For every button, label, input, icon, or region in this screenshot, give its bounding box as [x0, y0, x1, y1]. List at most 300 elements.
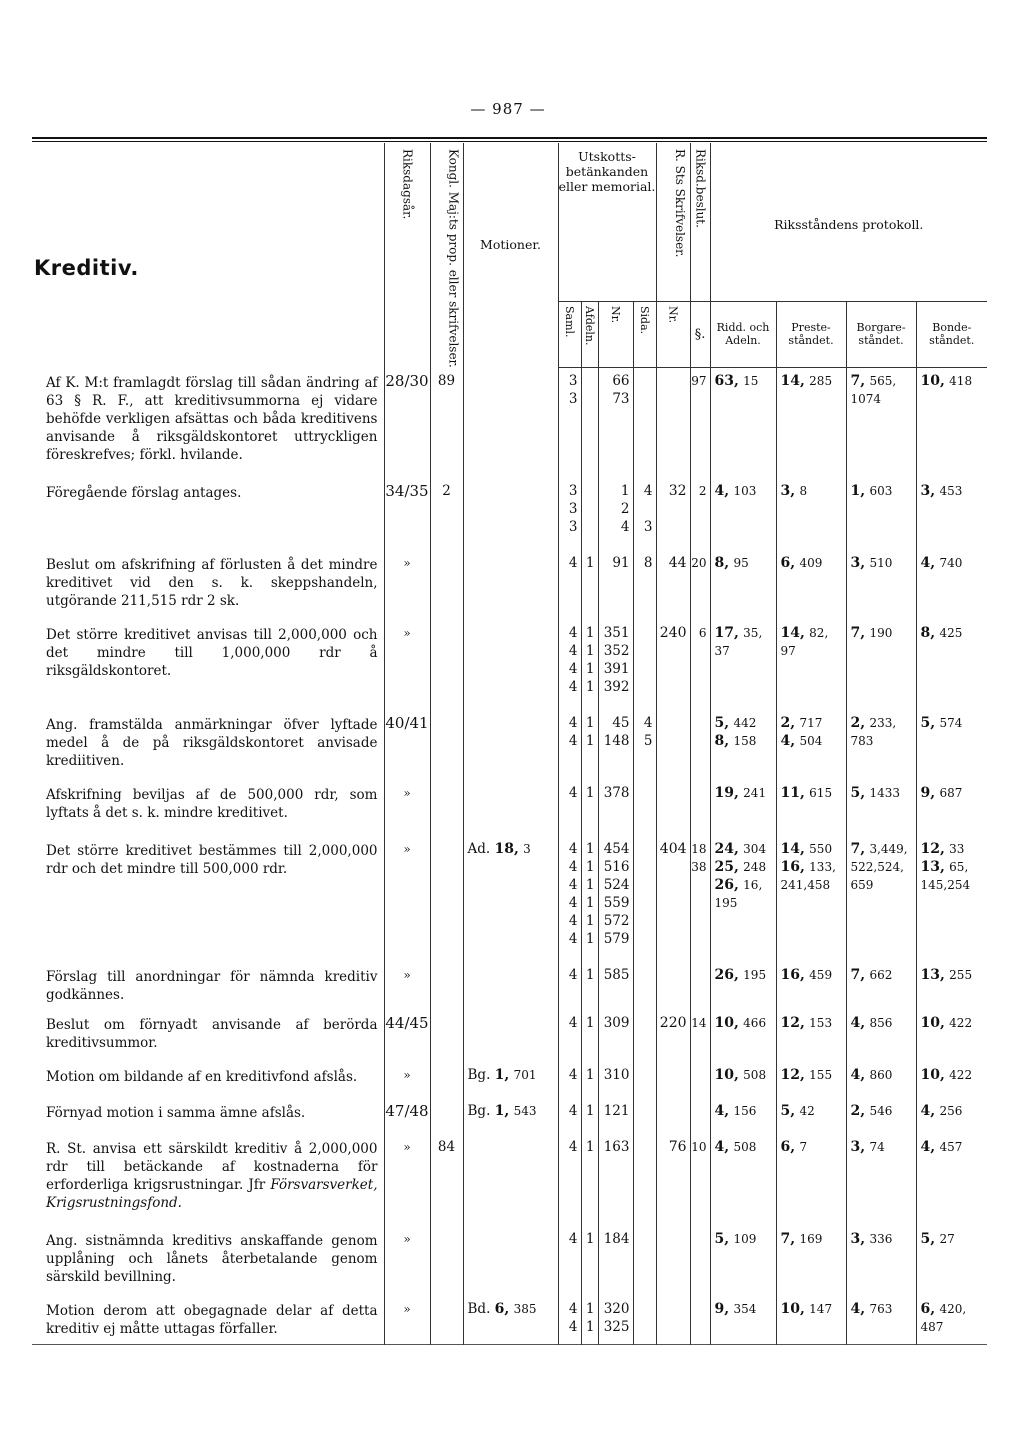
ridd-cell [710, 836, 776, 962]
motion-volume: 1, [494, 1066, 510, 1083]
saml-cell: 4 4 4 4 [558, 620, 581, 710]
ridd-cell [710, 478, 776, 550]
riksdagsar-cell: » [384, 1226, 430, 1296]
register-row [32, 1010, 987, 1062]
register-row [32, 550, 987, 620]
table-bottom-rule [32, 1344, 987, 1345]
header-kongl-prop: Kongl. Maj:ts prop. eller skrifvelser. [446, 149, 461, 368]
register-row [32, 1226, 987, 1296]
riksdagsar-cell: » [384, 1134, 430, 1226]
register-row [32, 620, 987, 710]
preste-cell-page: 717 [799, 715, 823, 730]
sida-cell [633, 962, 656, 1010]
rs-nr-cell [656, 368, 690, 478]
borgare-cell-page: 565, [869, 374, 897, 389]
borgare-cell [846, 368, 916, 478]
preste-cell [776, 1098, 846, 1134]
sida-cell [633, 1098, 656, 1134]
preste-cell-page: 409 [799, 555, 823, 570]
subheader-sida: Sida. [638, 305, 651, 334]
afdeln-cell: 1 [581, 1134, 598, 1226]
motion-page: 3 [523, 841, 531, 856]
nr-cell: 45 148 [598, 710, 633, 780]
afdeln-cell [581, 478, 598, 550]
ridd-cell-page: 304 [743, 841, 767, 856]
saml-cell: 4 [558, 1134, 581, 1226]
kongl-prop-cell: 89 [430, 368, 463, 478]
rs-nr-cell [656, 1062, 690, 1098]
nr-cell: 310 [598, 1062, 633, 1098]
ridd-cell-page: 466 [743, 1015, 767, 1030]
saml-cell: 4 [558, 780, 581, 836]
ridd-cell-page: 241 [743, 785, 767, 800]
saml-cell: 4 [558, 1098, 581, 1134]
afdeln-cell: 1 [581, 962, 598, 1010]
ridd-cell [710, 1134, 776, 1226]
preste-cell-page: 82, [809, 625, 829, 640]
nr-cell: 454 516 524 559 572 579 [598, 836, 633, 962]
ridd-cell-volume: 8, [714, 554, 730, 571]
ridd-cell [710, 550, 776, 620]
kreditiv-register-table [32, 143, 987, 1345]
saml-cell: 4 [558, 962, 581, 1010]
borgare-cell-page: 603 [869, 483, 893, 498]
motion-cell: Ad. 18, 3 [463, 836, 558, 962]
bonde-cell-page: 27 [939, 1231, 955, 1246]
bonde-cell-page: 418 [949, 374, 973, 389]
sida-cell [633, 1226, 656, 1296]
entry-description: Motion derom att obegagnade delar af detta kreditiv ej måtte uttagas förfaller. [46, 1302, 378, 1337]
header-riksdagsar: Riksdagsår. [400, 149, 415, 220]
bonde-cell-page: 425 [939, 625, 963, 640]
bonde-cell-volume: 10, [920, 1014, 945, 1031]
preste-cell [776, 550, 846, 620]
sida-cell [633, 1296, 656, 1345]
borgare-cell-page: 763 [869, 1301, 893, 1316]
subheader-nr: Nr. [609, 305, 622, 323]
bonde-cell-page: 65, [949, 859, 969, 874]
subheader-bonde: Bonde-ståndet. [916, 301, 987, 368]
register-row [32, 836, 987, 962]
ridd-cell-page: 508 [743, 1067, 767, 1082]
bonde-cell [916, 478, 987, 550]
preste-cell-volume: 14, [780, 840, 805, 857]
preste-cell-volume: 10, [780, 1300, 805, 1317]
bonde-cell-page: 33 [949, 841, 965, 856]
bonde-cell-page: 256 [939, 1103, 963, 1118]
ridd-cell [710, 962, 776, 1010]
entry-description: Beslut om förnyadt anvisande af berörda kreditivsummor. [46, 1016, 378, 1051]
bonde-cell-volume: 6, [920, 1300, 936, 1317]
bonde-cell-page: 487 [920, 1319, 944, 1334]
kongl-prop-cell [430, 1062, 463, 1098]
register-row [32, 1134, 987, 1226]
bonde-cell-volume: 4, [920, 1102, 936, 1119]
motion-volume: 1, [494, 1102, 510, 1119]
subheader-ridd: Ridd. och Adeln. [710, 301, 776, 368]
preste-cell [776, 710, 846, 780]
header-motioner: Motioner. [463, 143, 558, 368]
preste-cell-volume: 12, [780, 1066, 805, 1083]
ridd-cell-page: 508 [733, 1139, 757, 1154]
afdeln-cell: 1 [581, 550, 598, 620]
header-rule-thin [32, 141, 987, 142]
riksdagsar-cell: » [384, 1296, 430, 1345]
borgare-cell-page: 510 [869, 555, 893, 570]
borgare-cell-volume: 2, [850, 1102, 866, 1119]
ridd-cell [710, 710, 776, 780]
bonde-cell [916, 550, 987, 620]
entry-description: Det större kreditivet anvisas till 2,000,000 och det mindre till 1,000,000 rdr å riksgäldskontoret. [46, 626, 378, 679]
ridd-cell-page: 109 [733, 1231, 757, 1246]
preste-cell-page: 241,458 [780, 877, 831, 892]
afdeln-cell: 1 [581, 780, 598, 836]
paragraph-cell: 2 [690, 478, 710, 550]
borgare-cell-volume: 4, [850, 1014, 866, 1031]
borgare-cell [846, 836, 916, 962]
afdeln-cell: 1 1 [581, 1296, 598, 1345]
bonde-cell [916, 1296, 987, 1345]
motion-page: 543 [513, 1103, 537, 1118]
rs-nr-cell: 404 [656, 836, 690, 962]
bonde-cell-volume: 12, [920, 840, 945, 857]
preste-cell-page: 459 [809, 967, 833, 982]
register-row [32, 1062, 987, 1098]
borgare-cell-page: 856 [869, 1015, 893, 1030]
preste-cell-page: 153 [809, 1015, 833, 1030]
nr-cell: 378 [598, 780, 633, 836]
kongl-prop-cell [430, 620, 463, 710]
bonde-cell-page: 457 [939, 1139, 963, 1154]
motion-cell [463, 1226, 558, 1296]
riksdagsar-cell: » [384, 962, 430, 1010]
paragraph-cell [690, 962, 710, 1010]
ridd-cell [710, 368, 776, 478]
preste-cell [776, 620, 846, 710]
ridd-cell-page: 16, [743, 877, 763, 892]
page-number: — 987 — [470, 100, 546, 118]
borgare-cell [846, 710, 916, 780]
preste-cell [776, 368, 846, 478]
bonde-cell-page: 422 [949, 1067, 973, 1082]
bonde-cell-volume: 5, [920, 1230, 936, 1247]
motion-cell [463, 710, 558, 780]
register-row [32, 780, 987, 836]
rs-nr-cell [656, 1098, 690, 1134]
bonde-cell-page: 422 [949, 1015, 973, 1030]
bonde-cell-volume: 13, [920, 858, 945, 875]
borgare-cell [846, 1098, 916, 1134]
kongl-prop-cell [430, 1098, 463, 1134]
ridd-cell-volume: 9, [714, 1300, 730, 1317]
nr-cell: 309 [598, 1010, 633, 1062]
sida-cell [633, 1010, 656, 1062]
table-bottom-rule-cell [32, 1344, 987, 1345]
ridd-cell-volume: 24, [714, 840, 739, 857]
entry-description: Ang. framstälda anmärkningar öfver lyftade medel å de på riksgäldskontoret anvisade krediitiven. [46, 716, 378, 769]
bonde-cell-volume: 9, [920, 784, 936, 801]
motion-volume: 18, [494, 840, 519, 857]
borgare-cell-volume: 3, [850, 1138, 866, 1155]
rs-nr-cell [656, 1226, 690, 1296]
ridd-cell [710, 780, 776, 836]
afdeln-cell: 1 [581, 1226, 598, 1296]
afdeln-cell: 1 [581, 1098, 598, 1134]
ridd-cell-volume: 5, [714, 1230, 730, 1247]
ridd-cell-page: 103 [733, 483, 757, 498]
borgare-cell-volume: 7, [850, 624, 866, 641]
saml-cell: 3 3 3 [558, 478, 581, 550]
ridd-cell-page: 37 [714, 643, 730, 658]
motion-volume: 6, [494, 1300, 510, 1317]
kongl-prop-cell [430, 780, 463, 836]
bonde-cell-volume: 5, [920, 714, 936, 731]
entry-description: Föregående förslag antages. [46, 484, 242, 501]
ridd-cell-page: 95 [733, 555, 749, 570]
preste-cell-volume: 4, [780, 732, 796, 749]
entry-description: Afskrifning beviljas af de 500,000 rdr, som lyftats å det s. k. mindre kreditivet. [46, 786, 378, 821]
preste-cell-page: 285 [809, 374, 833, 389]
preste-cell-volume: 16, [780, 858, 805, 875]
ridd-cell-volume: 26, [714, 966, 739, 983]
rs-nr-cell [656, 962, 690, 1010]
sida-cell [633, 836, 656, 962]
borgare-cell-volume: 3, [850, 1230, 866, 1247]
sida-cell: 4 5 [633, 710, 656, 780]
paragraph-cell: 10 [690, 1134, 710, 1226]
preste-cell-volume: 12, [780, 1014, 805, 1031]
nr-cell: 66 73 [598, 368, 633, 478]
preste-cell-volume: 6, [780, 554, 796, 571]
borgare-cell [846, 1296, 916, 1345]
ridd-cell-volume: 5, [714, 714, 730, 731]
register-row [32, 1296, 987, 1345]
ridd-cell-volume: 10, [714, 1066, 739, 1083]
borgare-cell-page: 1074 [850, 392, 882, 407]
header-utskotts: Utskotts-betänkanden eller memorial. [558, 143, 656, 301]
entry-description: R. St. anvisa ett särskildt kreditiv å 2,000,000 rdr till betäckande af kostnaderna för erforderliga krigsrustningar. Jfr Försvarsverket, Krigsrustningsfond. [46, 1140, 378, 1211]
bonde-cell-volume: 13, [920, 966, 945, 983]
riksdagsar-cell: 40/41 [384, 710, 430, 780]
borgare-cell-page: 546 [869, 1103, 893, 1118]
preste-cell-page: 615 [809, 785, 833, 800]
afdeln-cell: 1 1 1 1 1 1 [581, 836, 598, 962]
header-rule [32, 137, 987, 139]
borgare-cell [846, 620, 916, 710]
preste-cell [776, 1296, 846, 1345]
motion-cell [463, 780, 558, 836]
rs-nr-cell: 44 [656, 550, 690, 620]
bonde-cell [916, 1134, 987, 1226]
rs-nr-cell: 240 [656, 620, 690, 710]
ridd-cell-page: 195 [743, 967, 767, 982]
entry-description: Beslut om afskrifning af förlusten å det mindre kreditivet vid den s. k. skeppshandeln, utgörande 211,515 rdr 2 sk. [46, 556, 378, 609]
ridd-cell [710, 620, 776, 710]
bonde-cell-volume: 4, [920, 554, 936, 571]
bonde-cell [916, 620, 987, 710]
kongl-prop-cell [430, 1296, 463, 1345]
preste-cell-page: 7 [799, 1139, 808, 1154]
ridd-cell-page: 158 [733, 733, 757, 748]
bonde-cell [916, 836, 987, 962]
borgare-cell-page: 662 [869, 967, 893, 982]
motion-cell: Bg. 1, 543 [463, 1098, 558, 1134]
motion-cell: Bg. 1, 701 [463, 1062, 558, 1098]
subheader-rs-nr: Nr. [666, 305, 680, 323]
rs-nr-cell [656, 780, 690, 836]
paragraph-cell [690, 710, 710, 780]
saml-cell: 4 [558, 550, 581, 620]
borgare-cell-page: 74 [869, 1139, 885, 1154]
preste-cell [776, 1226, 846, 1296]
paragraph-cell: 20 [690, 550, 710, 620]
ridd-cell-volume: 8, [714, 732, 730, 749]
preste-cell-volume: 7, [780, 1230, 796, 1247]
entry-description: Ang. sistnämnda kreditivs anskaffande genom upplåning och lånets återbetalande genom särskild bevillning. [46, 1232, 378, 1285]
paragraph-cell: 6 [690, 620, 710, 710]
bonde-cell-page: 420, [939, 1301, 967, 1316]
entry-description: Af K. M:t framlagdt förslag till sådan ändring af 63 § R. F., att kreditivsummorna ej vidare behöfde verkligen afsättas och båda kreditivens anvisande å riksgäldskontoret uttryckligen föreskrefves; förkl. hvilande. [46, 374, 378, 463]
sida-cell [633, 620, 656, 710]
kongl-prop-cell [430, 836, 463, 962]
borgare-cell-page: 190 [869, 625, 893, 640]
ridd-cell-volume: 4, [714, 1102, 730, 1119]
ridd-cell [710, 1226, 776, 1296]
preste-cell [776, 1010, 846, 1062]
borgare-cell [846, 1226, 916, 1296]
borgare-cell [846, 1134, 916, 1226]
preste-cell [776, 836, 846, 962]
borgare-cell-volume: 4, [850, 1066, 866, 1083]
paragraph-cell [690, 1062, 710, 1098]
motion-cell [463, 368, 558, 478]
preste-cell-volume: 16, [780, 966, 805, 983]
subheader-afdeln: Afdeln. [583, 305, 596, 346]
borgare-cell [846, 1062, 916, 1098]
borgare-cell [846, 550, 916, 620]
riksdagsar-cell: » [384, 836, 430, 962]
paragraph-cell: 18 38 [690, 836, 710, 962]
borgare-cell-page: 233, [869, 715, 897, 730]
riksdagsar-cell: 28/30 [384, 368, 430, 478]
preste-cell-page: 8 [799, 483, 808, 498]
motion-cell [463, 962, 558, 1010]
register-rows [32, 368, 987, 1345]
borgare-cell-page: 3,449, [869, 841, 908, 856]
bonde-cell-page: 453 [939, 483, 963, 498]
header-riksd-beslut: Riksd.beslut. [693, 149, 708, 228]
preste-cell-page: 97 [780, 643, 796, 658]
preste-cell-volume: 14, [780, 624, 805, 641]
section-title: Kreditiv. [34, 256, 139, 280]
borgare-cell-volume: 7, [850, 840, 866, 857]
riksdagsar-cell: » [384, 780, 430, 836]
preste-cell [776, 780, 846, 836]
bonde-cell-volume: 10, [920, 373, 945, 390]
subheader-preste: Preste-ståndet. [776, 301, 846, 368]
borgare-cell-volume: 3, [850, 554, 866, 571]
ridd-cell-volume: 25, [714, 858, 739, 875]
register-row [32, 710, 987, 780]
ridd-cell-volume: 26, [714, 876, 739, 893]
register-row [32, 478, 987, 550]
motion-cell: Bd. 6, 385 [463, 1296, 558, 1345]
preste-cell-page: 42 [799, 1103, 815, 1118]
afdeln-cell: 1 [581, 1010, 598, 1062]
saml-cell: 4 4 4 4 4 4 [558, 836, 581, 962]
borgare-cell-volume: 7, [850, 966, 866, 983]
bonde-cell [916, 1010, 987, 1062]
sida-cell: 8 [633, 550, 656, 620]
riksdagsar-cell: 34/35 [384, 478, 430, 550]
borgare-cell-volume: 7, [850, 373, 866, 390]
ridd-cell-volume: 63, [714, 373, 739, 390]
borgare-cell-page: 522,524, [850, 859, 904, 874]
bonde-cell [916, 962, 987, 1010]
nr-cell: 585 [598, 962, 633, 1010]
entry-description: Förnyad motion i samma ämne afslås. [46, 1104, 306, 1121]
nr-cell: 1 2 4 [598, 478, 633, 550]
sida-cell [633, 780, 656, 836]
paragraph-cell [690, 1226, 710, 1296]
saml-cell: 4 4 [558, 710, 581, 780]
entry-cross-reference: Försvarsverket, Krigsrustningsfond. [46, 1176, 378, 1211]
sida-cell [633, 368, 656, 478]
bonde-cell-page: 255 [949, 967, 973, 982]
ridd-cell-volume: 17, [714, 624, 739, 641]
nr-cell: 163 [598, 1134, 633, 1226]
paragraph-cell [690, 1098, 710, 1134]
bonde-cell-page: 687 [939, 785, 963, 800]
riksdagsar-cell: » [384, 620, 430, 710]
kongl-prop-cell [430, 710, 463, 780]
ridd-cell [710, 1296, 776, 1345]
preste-cell [776, 1062, 846, 1098]
preste-cell-page: 147 [809, 1301, 833, 1316]
nr-cell: 121 [598, 1098, 633, 1134]
borgare-cell-page: 336 [869, 1231, 893, 1246]
ridd-cell-page: 248 [743, 859, 767, 874]
borgare-cell [846, 780, 916, 836]
register-row [32, 368, 987, 478]
kongl-prop-cell [430, 1226, 463, 1296]
kongl-prop-cell: 2 [430, 478, 463, 550]
entry-description: Motion om bildande af en kreditivfond afslås. [46, 1068, 358, 1085]
borgare-cell-page: 1433 [869, 785, 900, 800]
paragraph-cell: 97 [690, 368, 710, 478]
rs-nr-cell [656, 710, 690, 780]
saml-cell: 3 3 [558, 368, 581, 478]
entry-description: Det större kreditivet bestämmes till 2,000,000 rdr och det mindre till 500,000 rdr. [46, 842, 378, 877]
preste-cell-page: 550 [809, 841, 833, 856]
nr-cell: 351 352 391 392 [598, 620, 633, 710]
nr-cell: 184 [598, 1226, 633, 1296]
ridd-cell-volume: 19, [714, 784, 739, 801]
header-r-sts-skrifvelser: R. Sts Skrifvelser. [673, 149, 688, 258]
preste-cell [776, 962, 846, 1010]
ridd-cell-page: 156 [733, 1103, 757, 1118]
preste-cell-volume: 5, [780, 1102, 796, 1119]
bonde-cell-volume: 8, [920, 624, 936, 641]
borgare-cell [846, 478, 916, 550]
afdeln-cell [581, 368, 598, 478]
motion-cell [463, 478, 558, 550]
kongl-prop-cell [430, 962, 463, 1010]
borgare-cell-volume: 5, [850, 784, 866, 801]
rs-nr-cell [656, 1296, 690, 1345]
paragraph-cell [690, 780, 710, 836]
ridd-cell-page: 442 [733, 715, 757, 730]
